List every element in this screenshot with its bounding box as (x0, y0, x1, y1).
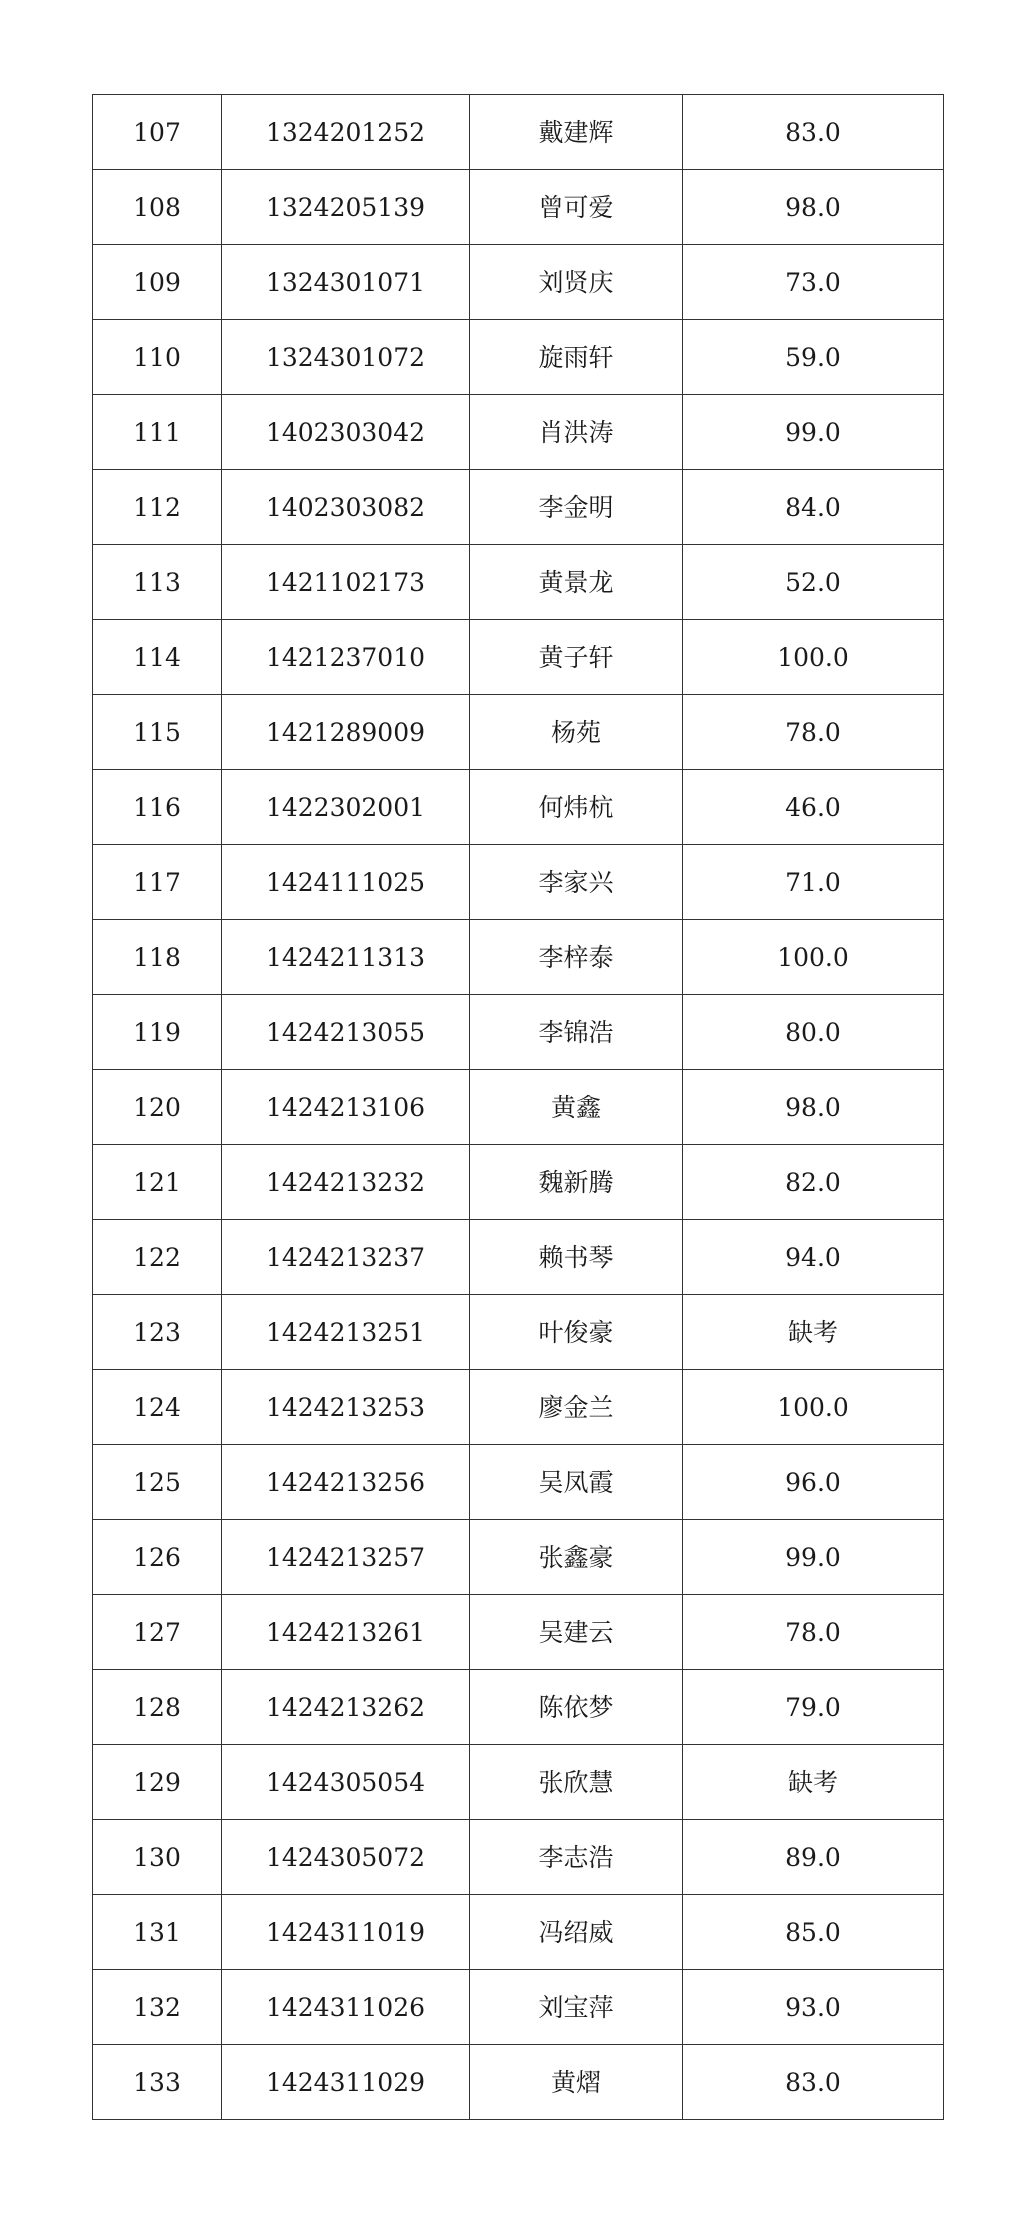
exam-id-cell: 1424311029 (222, 2045, 470, 2120)
seq-number-cell: 111 (93, 395, 222, 470)
table-row (93, 1895, 944, 1970)
table-row (93, 770, 944, 845)
student-name-cell: 张鑫豪 (470, 1520, 683, 1595)
score-cell: 73.0 (683, 245, 944, 320)
student-name-cell: 黄鑫 (470, 1070, 683, 1145)
exam-id-cell: 1424305054 (222, 1745, 470, 1820)
exam-id-cell: 1424213251 (222, 1295, 470, 1370)
table-row (93, 395, 944, 470)
seq-number-cell: 131 (93, 1895, 222, 1970)
seq-number-cell: 124 (93, 1370, 222, 1445)
exam-id-cell: 1424213257 (222, 1520, 470, 1595)
seq-number-cell: 118 (93, 920, 222, 995)
exam-id-cell: 1324301071 (222, 245, 470, 320)
student-name-cell: 黄景龙 (470, 545, 683, 620)
student-name-cell: 黄子轩 (470, 620, 683, 695)
exam-id-cell: 1424213262 (222, 1670, 470, 1745)
student-name-cell: 李家兴 (470, 845, 683, 920)
score-cell: 82.0 (683, 1145, 944, 1220)
table-row (93, 95, 944, 170)
score-table-body (93, 95, 944, 2120)
table-row (93, 1145, 944, 1220)
exam-id-cell: 1424311026 (222, 1970, 470, 2045)
student-name-cell: 冯绍威 (470, 1895, 683, 1970)
score-cell: 85.0 (683, 1895, 944, 1970)
table-row (93, 470, 944, 545)
table-row (93, 2045, 944, 2120)
student-name-cell: 李梓泰 (470, 920, 683, 995)
table-row (93, 1520, 944, 1595)
score-cell: 80.0 (683, 995, 944, 1070)
table-row (93, 1445, 944, 1520)
student-name-cell: 杨苑 (470, 695, 683, 770)
student-name-cell: 张欣慧 (470, 1745, 683, 1820)
score-cell: 83.0 (683, 2045, 944, 2120)
seq-number-cell: 126 (93, 1520, 222, 1595)
seq-number-cell: 125 (93, 1445, 222, 1520)
table-row (93, 845, 944, 920)
score-cell: 71.0 (683, 845, 944, 920)
exam-id-cell: 1424213055 (222, 995, 470, 1070)
seq-number-cell: 122 (93, 1220, 222, 1295)
seq-number-cell: 112 (93, 470, 222, 545)
student-name-cell: 陈依梦 (470, 1670, 683, 1745)
exam-id-cell: 1421237010 (222, 620, 470, 695)
student-name-cell: 黄熠 (470, 2045, 683, 2120)
seq-number-cell: 120 (93, 1070, 222, 1145)
seq-number-cell: 130 (93, 1820, 222, 1895)
exam-id-cell: 1424213256 (222, 1445, 470, 1520)
student-name-cell: 曾可爱 (470, 170, 683, 245)
exam-id-cell: 1424111025 (222, 845, 470, 920)
table-row (93, 1970, 944, 2045)
score-cell: 100.0 (683, 920, 944, 995)
score-cell: 84.0 (683, 470, 944, 545)
score-cell: 98.0 (683, 170, 944, 245)
score-cell: 52.0 (683, 545, 944, 620)
exam-id-cell: 1402303082 (222, 470, 470, 545)
exam-id-cell: 1324201252 (222, 95, 470, 170)
score-cell: 缺考 (683, 1745, 944, 1820)
table-row (93, 170, 944, 245)
seq-number-cell: 107 (93, 95, 222, 170)
seq-number-cell: 115 (93, 695, 222, 770)
score-cell: 98.0 (683, 1070, 944, 1145)
exam-id-cell: 1324205139 (222, 170, 470, 245)
table-row (93, 695, 944, 770)
exam-id-cell: 1422302001 (222, 770, 470, 845)
score-cell: 99.0 (683, 1520, 944, 1595)
score-cell: 83.0 (683, 95, 944, 170)
exam-id-cell: 1424213261 (222, 1595, 470, 1670)
student-name-cell: 刘宝萍 (470, 1970, 683, 2045)
table-row (93, 1820, 944, 1895)
student-name-cell: 李志浩 (470, 1820, 683, 1895)
exam-id-cell: 1402303042 (222, 395, 470, 470)
seq-number-cell: 117 (93, 845, 222, 920)
table-row (93, 995, 944, 1070)
score-table (92, 94, 944, 2120)
score-cell: 100.0 (683, 1370, 944, 1445)
student-name-cell: 肖洪涛 (470, 395, 683, 470)
score-cell: 59.0 (683, 320, 944, 395)
score-cell: 79.0 (683, 1670, 944, 1745)
score-cell: 100.0 (683, 620, 944, 695)
seq-number-cell: 132 (93, 1970, 222, 2045)
score-cell: 94.0 (683, 1220, 944, 1295)
seq-number-cell: 119 (93, 995, 222, 1070)
exam-id-cell: 1424213232 (222, 1145, 470, 1220)
seq-number-cell: 114 (93, 620, 222, 695)
exam-id-cell: 1424305072 (222, 1820, 470, 1895)
table-row (93, 1070, 944, 1145)
table-row (93, 245, 944, 320)
score-cell: 93.0 (683, 1970, 944, 2045)
seq-number-cell: 109 (93, 245, 222, 320)
table-row (93, 920, 944, 995)
student-name-cell: 戴建辉 (470, 95, 683, 170)
table-row (93, 1220, 944, 1295)
score-cell: 78.0 (683, 695, 944, 770)
table-row (93, 320, 944, 395)
student-name-cell: 刘贤庆 (470, 245, 683, 320)
table-row (93, 1295, 944, 1370)
student-name-cell: 廖金兰 (470, 1370, 683, 1445)
table-row (93, 620, 944, 695)
student-name-cell: 李锦浩 (470, 995, 683, 1070)
student-name-cell: 旋雨轩 (470, 320, 683, 395)
student-name-cell: 赖书琴 (470, 1220, 683, 1295)
student-name-cell: 叶俊豪 (470, 1295, 683, 1370)
score-cell: 缺考 (683, 1295, 944, 1370)
table-row (93, 1745, 944, 1820)
seq-number-cell: 110 (93, 320, 222, 395)
exam-id-cell: 1324301072 (222, 320, 470, 395)
seq-number-cell: 123 (93, 1295, 222, 1370)
score-cell: 99.0 (683, 395, 944, 470)
exam-id-cell: 1424213237 (222, 1220, 470, 1295)
student-name-cell: 吴建云 (470, 1595, 683, 1670)
table-row (93, 545, 944, 620)
seq-number-cell: 127 (93, 1595, 222, 1670)
exam-id-cell: 1424211313 (222, 920, 470, 995)
student-name-cell: 李金明 (470, 470, 683, 545)
seq-number-cell: 128 (93, 1670, 222, 1745)
table-row (93, 1670, 944, 1745)
score-cell: 89.0 (683, 1820, 944, 1895)
table-row (93, 1595, 944, 1670)
student-name-cell: 魏新腾 (470, 1145, 683, 1220)
score-cell: 78.0 (683, 1595, 944, 1670)
seq-number-cell: 113 (93, 545, 222, 620)
score-cell: 96.0 (683, 1445, 944, 1520)
student-name-cell: 何炜杭 (470, 770, 683, 845)
exam-id-cell: 1424311019 (222, 1895, 470, 1970)
seq-number-cell: 133 (93, 2045, 222, 2120)
table-row (93, 1370, 944, 1445)
exam-id-cell: 1424213106 (222, 1070, 470, 1145)
exam-id-cell: 1421102173 (222, 545, 470, 620)
exam-id-cell: 1421289009 (222, 695, 470, 770)
seq-number-cell: 108 (93, 170, 222, 245)
seq-number-cell: 121 (93, 1145, 222, 1220)
seq-number-cell: 116 (93, 770, 222, 845)
seq-number-cell: 129 (93, 1745, 222, 1820)
student-name-cell: 吴凤霞 (470, 1445, 683, 1520)
score-cell: 46.0 (683, 770, 944, 845)
exam-id-cell: 1424213253 (222, 1370, 470, 1445)
